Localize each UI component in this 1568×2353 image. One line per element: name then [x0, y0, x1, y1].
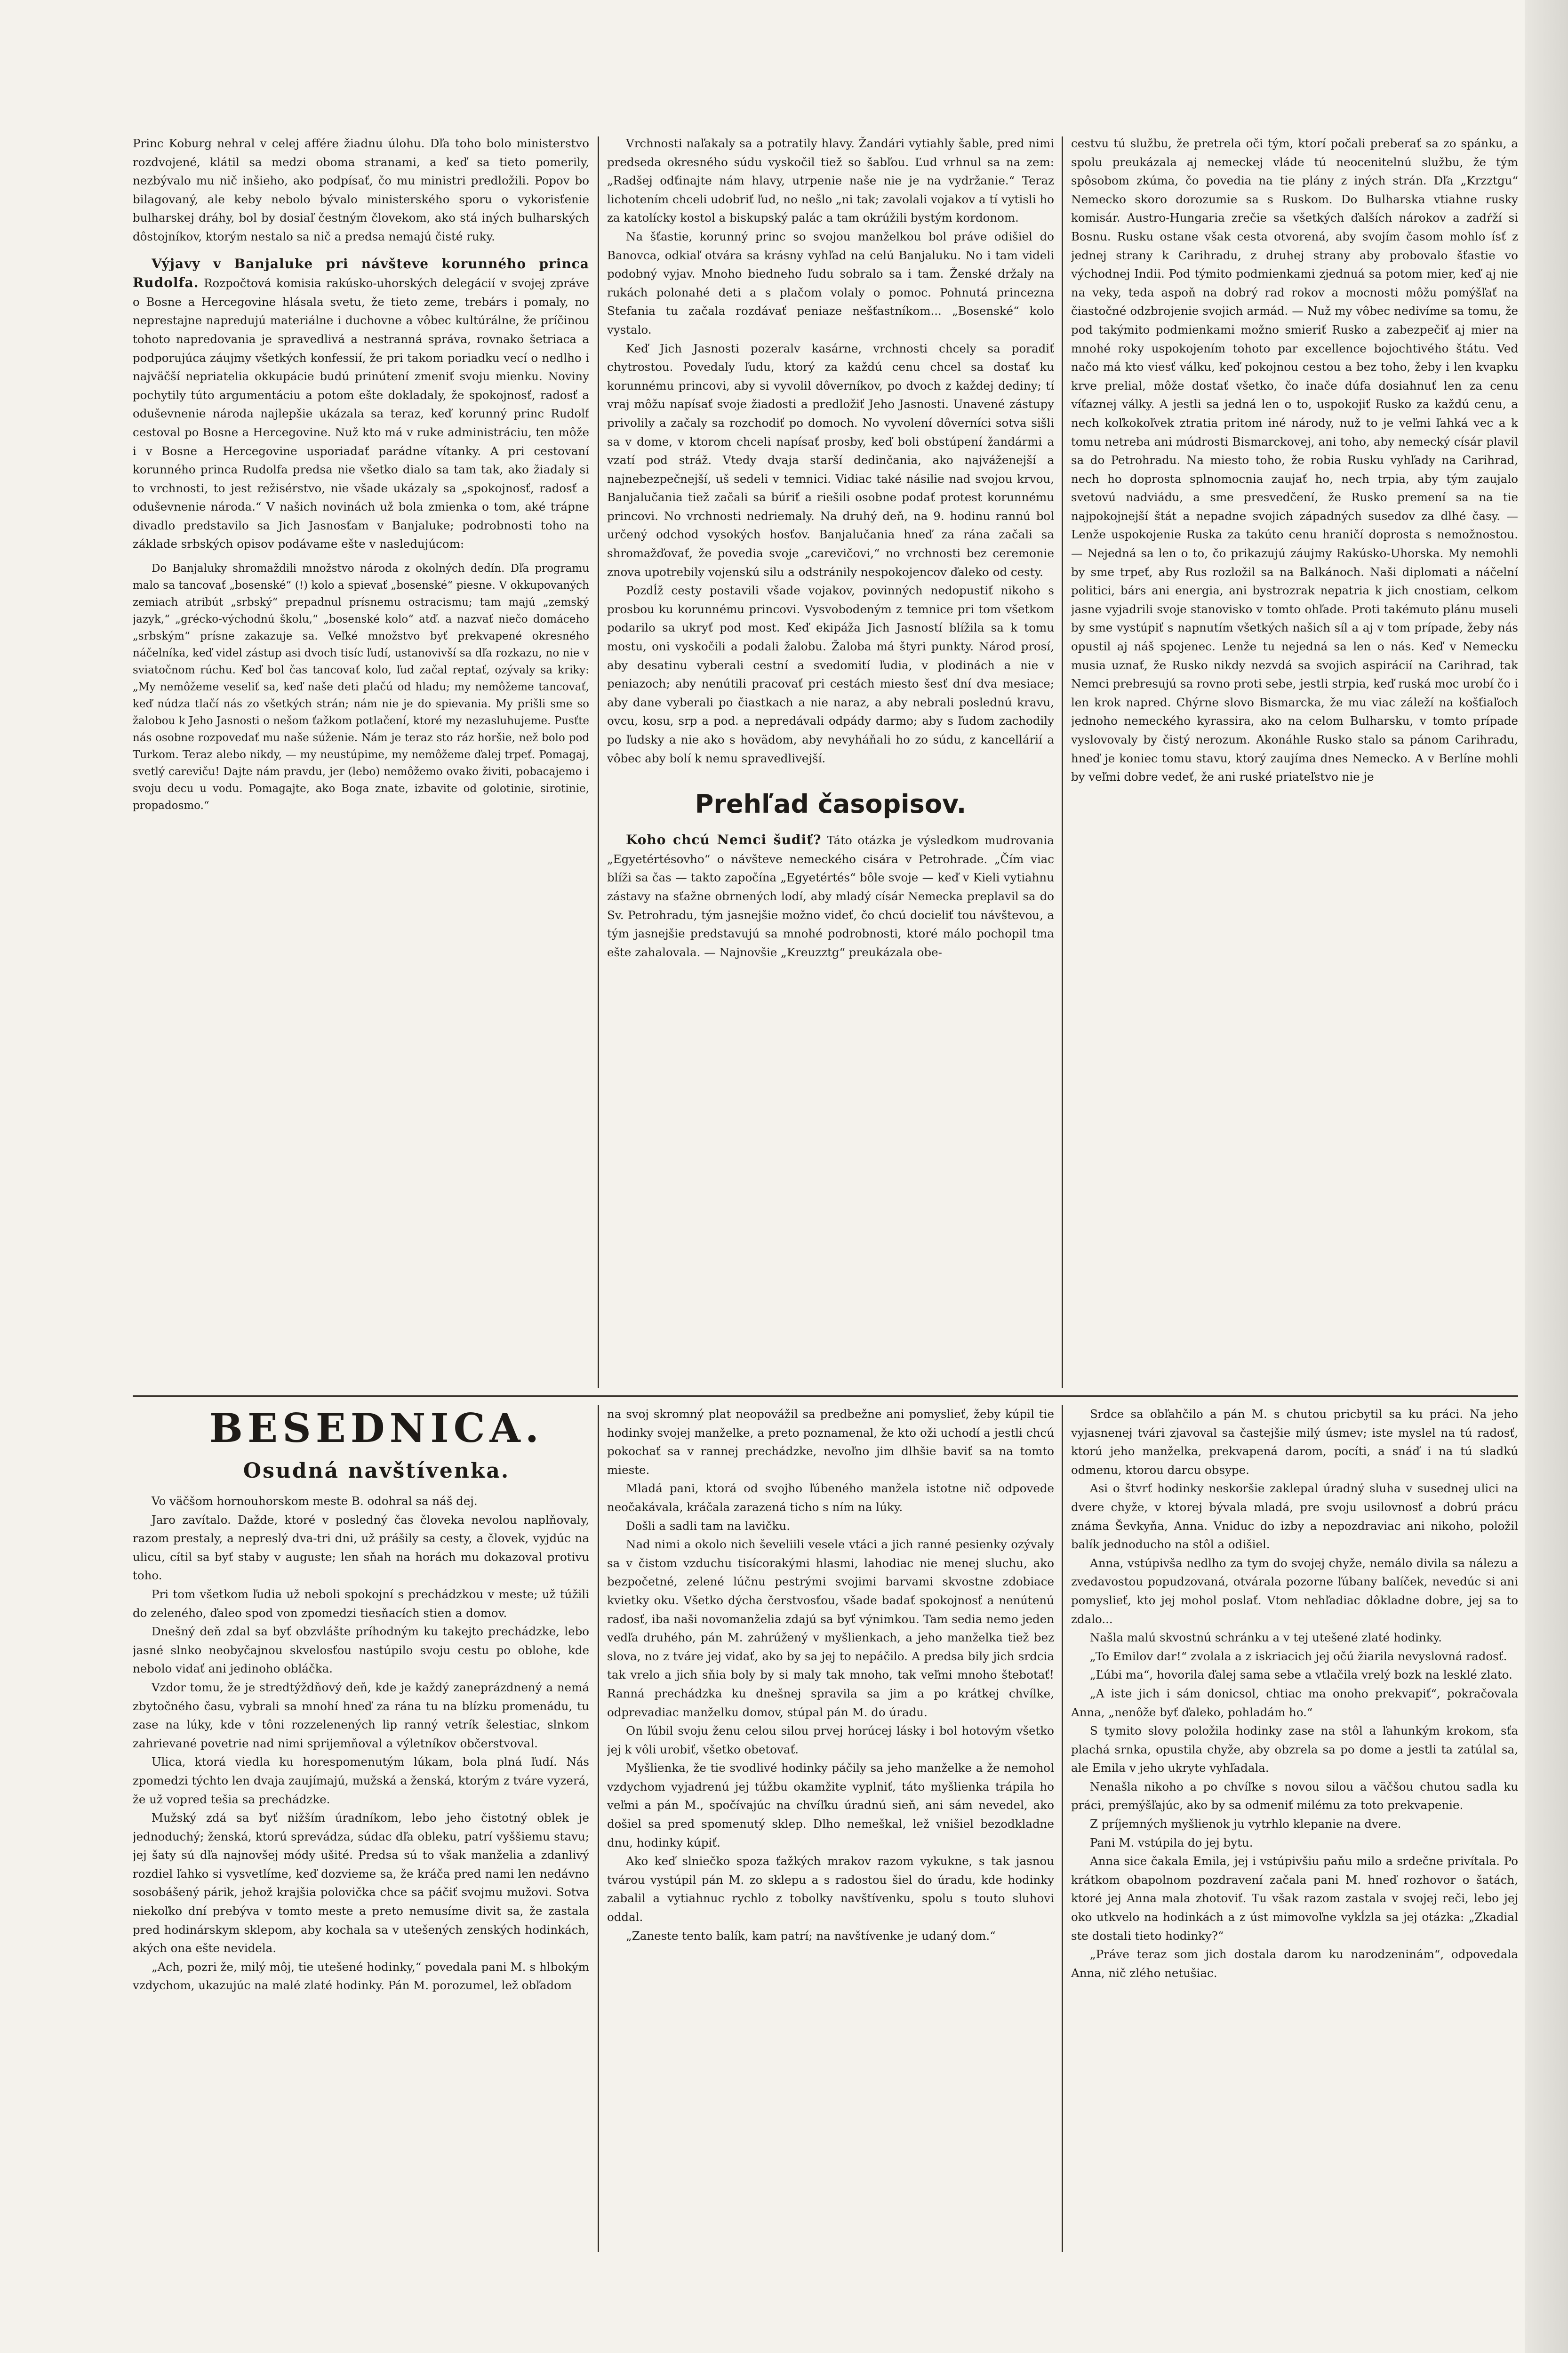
- story-paragraph: Našla malú skvostnú schránku a v tej utešené zlaté hodinky.: [1090, 1631, 1442, 1645]
- article-text: Táto otázka je výsledkom mudrovania „Egyetértésovho“ o návšteve nemeckého cisára v Petrohrade. „Čím viac blíži sa čas — takto započína „Egyetértés“ bôle svoje — keď v Kieli vytiahnu zástavy na sťažne obrnených lodí, aby mladý císár Nemecka preplavil sa do Sv. Petrohradu, tým jasnejšie možno videť, čo chcú docieliť tou návštevou, a tým jasnejšie predstavujú sa mnohé podrobnosti, ktoré málo pochopil tma ešte zahalovala. — Najnovšie „Kreuzztg“ preukázala obe-: [607, 833, 1054, 959]
- article-paragraph: Keď Jich Jasnosti pozeralv kasárne, vrchnosti chcely sa poradiť chytrostou. Povedaly ľudu, ktorý za každú cenu chcel sa dostať ku korunnému princovi, aby si vyvolil dôverníkov, po dvoch z každej dediny; tí vraj môžu napísať svoje žiadosti a predložiť Jeho Jasnosti. Unavené zástupy privolily a začaly sa rozchodiť po domoch. No vyvolení dôverníci sotva sišli sa v dome, v ktorom chceli napísať prosby, keď boli obstúpení žandármi a vzatí pod stráž. Vtedy dvaja starší dedinčania, ako najváženejší a najnebezpečnejší, uš sedeli v temnici. Vidiac také násilie nad svojou krvou, Banjalučania tiež začali sa búriť a riešili osobne podať protest korunnému princovi. No vrchnosti nedriemaly. Na druhý deň, na 9. hodinu rannú bol určený odchod vysokých hosťov. Banjalučania hneď za rána začali sa shromažďovať, že povedia svoje „carevičovi,“ no vrchnosti bez ceremonie znova upotrebily vojenskú silu a odstránily nespokojencov ďaleko od cesty.: [607, 341, 1054, 579]
- story-paragraph: Anna sice čakala Emila, jej i vstúpivšiu paňu milo a srdečne privítala. Po krátkom obapolnom pozdravení začala pani M. hneď rozhovor o šatách, ktoré jej Anna mala zhotoviť. Tu však razom zastala v svojej reči, lebo jej oko utkvelo na hodinkách a z úst mimovoľne vykĺzla sa jej otázka: „Zkadiaľ ste dostali tieto hodinky?“: [1071, 1854, 1518, 1943]
- story-paragraph: Mužský zdá sa byť nižším úradníkom, lebo jeho čistotný oblek je jednoduchý; ženská, ktorú sprevádza, súdac dľa obleku, patrí vyššiemu stavu; jej šaty sú dľa najnovšej módy ušité. Predsa sú to však manželia a zdanlivý rozdiel ľahko si vysvetlíme, keď dozvieme sa, že kráča pred nami len nedávno sosobášený párik, jehož krajšia polovička chce sa páčiť svojmu mužovi. Sotva niekoľko dní prebýva v tomto meste a preto nemusíme divit sa, že zastala pred hodinárskym sklepom, aby kochala sa v utešených zenských hodinkách, akých ona ešte nevidela.: [133, 1811, 589, 1955]
- story-paragraph: Z príjemných myšlienok ju vytrhlo klepanie na dvere.: [1090, 1817, 1401, 1831]
- story-paragraph: „Ach, pozri že, milý môj, tie utešené hodinky,“ povedala pani M. s hlbokým vzdychom, ukazujúc na malé zlaté hodinky. Pán M. porozumel, lež obľadom: [133, 1960, 589, 1993]
- upper-column-1: [133, 134, 589, 1384]
- story-paragraph: Vzdor tomu, že je stredtýždňový deň, kde je každý zaneprázdnený a nemá zbytočného času, vybrali sa mnohí hneď za rána tu na blízku promenádu, tu zase na lúky, kde v tôni rozzelenených lip ranný vetrík šelestiac, slnkom zahrievané povetrie nad nimi sprijemňoval a výletníkov občerstvoval.: [133, 1680, 589, 1750]
- story-paragraph: On ľúbil svoju ženu celou silou prvej horúcej lásky i bol hotovým všetko jej k vôli urobiť, všetko obetovať.: [607, 1724, 1054, 1756]
- story-paragraph: „To Emilov dar!“ zvolala a z iskriacich jej očú žiarila nevyslovná radosť.: [1090, 1649, 1507, 1663]
- column-rule: [598, 1405, 599, 2252]
- article-paragraph: [607, 831, 1054, 961]
- lower-column-3: [1071, 1405, 1518, 2249]
- article-paragraph: Vrchnosti naľakaly sa a potratily hlavy. Žandári vytiahly šable, pred nimi predseda okresného súdu vyskočil tiež so šabľou. Ľud vrhnul sa na zem: „Radšej odťinajte nám hlavy, utrpenie naše nie je na vydržanie.“ Teraz lichotením chceli udobriť ľud, no nešlo „ni tak; zavolali vojakov a tí vytisli ho za katolícky kostol a biskupský palác a tam okrúžili bystým kordonom.: [607, 136, 1054, 225]
- story-paragraph: Anna, vstúpivša nedlho za tym do svojej chyže, nemálo divila sa nálezu a zvedavostou popudzovaná, otvárala pozorne ľúbany balíček, nevedúc si ani pomyslieť, kto jej mohol poslať. Vtom nehľadiac dôkladne dobre, jej sa to zdalo...: [1071, 1556, 1518, 1626]
- article-paragraph: [133, 255, 589, 554]
- column-rule: [1062, 1405, 1063, 2252]
- article-paragraph: Princ Koburg nehral v celej affére žiadnu úlohu. Dľa toho bolo ministerstvo rozdvojené, klátil sa medzi oboma stranami, a keď sa tieto pomerily, nezbývalo mu nič inšieho, ako podpísať, čo mu ministri predložili. Popov bo bilagovaný, ale keby nebolo bývalo ministerského sporu o vykorisťenie bulharskej dráhy, bol by dosiaľ čestným človekom, ako stá iných bulharských dôstojníkov, ktorým nestalo sa nič a predsa nemajú čisté ruky.: [133, 136, 589, 243]
- story-paragraph: Vo väčšom hornouhorskom meste B. odohral sa náš dej.: [152, 1494, 478, 1508]
- article-paragraph: Na šťastie, korunný princ so svojou manželkou bol práve odišiel do Banovca, odkiaľ otvára sa krásny vyhľad na celú Banjaluku. No i tam videli podobný vyjav. Mnoho biedneho ľudu sobralo sa i tam. Ženské držaly na rukách polonahé deti a s plačom volaly o pomoc. Pohnutá princezna Stefania tu začala rozdávať peniaze nešťastníkom... „Bosenské“ kolo vystalo.: [607, 229, 1054, 336]
- story-paragraph: Mladá pani, ktorá od svojho ľúbeného manžela istotne nič odpovede neočakávala, kráčala zarazená ticho s ním na lúky.: [607, 1481, 1054, 1514]
- article-heading: Výjavy v Banjaluke pri návšteve korunného princa Rudolfa.: [133, 256, 589, 291]
- quote-paragraph: Do Banjaluky shromaždili množstvo národa z okolných dedín. Dľa programu malo sa tancovať „bosenské“ (!) kolo a spievať „bosenské“ piesne. V okkupovaných zemiach atribút „srbský“ prepadnul prísnemu ostracismu; tam majú „zemský jazyk,“ „grécko-východnú školu,“ „bosenské kolo“ atď. a nazvať niečo domáceho „srbským“ prísne zakazuje sa. Veľké množstvo byť prekvapené okresného náčelníka, keď videl zástup asi dvoch tisíc ľudí, ustanovivší sa dľa rozkazu, no nie v sviatočnom rúchu. Keď bol čas tancovať kolo, ľud začal reptať, ozývaly sa kriky: „My nemôžeme veseliť sa, keď naše deti plačú od hladu; my nemôžeme tancovať, keď núdza tlačí nás zo všetkých strán; nám nie je do spievania. My prišli sme so žalobou k Jeho Jasnosti o nešom ťažkom potlačení, ktoré my nezasluhujeme. Pusťte nás osobne rozpovedať mu naše súženie. Nám je teraz sto ráz horšie, než bolo pod Turkom. Teraz alebo nikdy, — my neustúpime, my nemôžeme ďalej trpeť. Pomagaj, svetlý careviču! Dajte nám pravdu, jer (lebo) nemôžemo ovako živiti, pobacajemo i svoju decu u vodu. Pomagajte, ako Boga znate, izbavite od golotinie, sirotinie, propadosmo.“: [133, 562, 589, 812]
- article-paragraph: cestvu tú službu, že pretrela oči tým, ktorí počali preberať sa zo spánku, a spolu preukázala aj nemeckej vláde tú neocenitelnú službu, že tým spôsobom zkúma, čo povedia na tie plány z iných strán. Dľa „Krzztgu“ Nemecko skoro dorozumie sa s Ruskom. Do Bulharska vtiahne rusky komisár. Austro-Hungaria zrečie sa všetkých ďalších nárokov a zadŕží si Bosnu. Rusku ostane však cesta otvorená, aby svojím časom mohlo ísť z jednej strany k Carihradu, z druhej strany aby probovalo šťastie vo východnej Indii. Pod týmito podmienkami zjednuá sa potom mier, keď aj nie na veky, teda aspoň na dobrý rad rokov a mocnosti môžu pomýšľať na čiastočné odzbrojenie svojich armád. — Nuž my vôbec nedivíme sa tomu, že pod takýmito podmienkami možno smieriť Rusko a zabezpečiť aj mier na mnohé roky uspokojením tohoto par excellence bojochtivého štátu. Veď načo má kto viesť válku, keď pokojnou cestou a bez toho, žeby i len kvapku krve prelial, môže dostať všetko, čo inače dúfa dosiahnuť len za cenu víťaznej války. A jestli sa jedná len o to, uspokojiť Rusko za každú cenu, a nech koľkokoľvek ztratia pritom iné národy, nuž to je veľmi ľahká vec a k tomu netreba ani múdrosti Bismarckovej, ani toho, aby nemecký císár plavil sa do Petrohradu. Na miesto toho, že robia Rusku vyhľady na Carihrad, nech ho doprosta splnomocnia zaujať ho, nech trpia, aby tým zaujalo svetovú nadviádu, a sme presvedčení, že Rusko premení sa na tie najpokojnejší štát a nepadne svojich západných susedov za dlhé časy. — Lenže uspokojenie Ruska za takúto cenu hraničí doprosta s nemožnostou. — Nejedná sa len o to, čo prikazujú záujmy Rakúsko-Uhorska. My nemohli by sme trpeť, aby Rus rozložil sa na Balkánoch. Naši diplomati a náčelní politici, bárs ani energia, ani bystrozrak nepatria k jich cnostiam, celkom jasne vyjadrili svoje stanovisko v tomto ohľade. Proti takémuto plánu museli by sme vystúpiť s napnutím všetkých našich síl a aj v tom prípade, žeby nás opustil aj náš spojenec. Lenže tu nejedná sa len o nás. Keď v Nemecku musia uznať, že Rusko nikdy nezvdá sa svojich aspirácií na Carihrad, tak Nemci prebresujú sa rovno proti sebe, jestli strpia, keď ruská moc urobí čo i len krok napred. Chýrne slovo Bismarcka, že mu viac záleží na košťiaľoch jednoho nemeckého kyrassira, ako na celom Bulharsku, v tomto prípade vyslovovaly by čistý nerozum. Akonáhle Rusko stalo sa pánom Carihradu, hneď je koniec tomu stavu, ktorý zaujíma dnes Nemecko. A v Berlíne mohli by veľmi dobre vedeť, že ani ruské priateľstvo nie je: [1071, 136, 1518, 784]
- section-divider: [133, 1395, 1518, 1397]
- story-paragraph: „A iste jich i sám donicsol, chtiac ma onoho prekvapiť“, pokračovala Anna, „nenôže byť ďaleko, pohladám ho.“: [1071, 1686, 1518, 1719]
- upper-column-2: [607, 134, 1054, 1384]
- story-paragraph: Ako keď slniečko spoza ťažkých mrakov razom vykukne, s tak jasnou tvárou vystúpil pán M. zo sklepu a s radostou šiel do úradu, kde hodinky zabalil a vytiahnuc rychlo z tobolky navštívenku, spolu s touto sluhovi oddal.: [607, 1854, 1054, 1924]
- story-paragraph: Nenašla nikoho a po chvíľke s novou silou a väčšou chutou sadla ku práci, premýšľajúc, ako by sa odmeniť milému za toto prekvapenie.: [1071, 1779, 1518, 1812]
- story-paragraph: „Práve teraz som jich dostala darom ku narodzeninám“, odpovedala Anna, nič zlého netušiac.: [1071, 1947, 1518, 1980]
- page-edge: [1525, 0, 1568, 2353]
- column-rule: [598, 136, 599, 1388]
- story-paragraph: Nad nimi a okolo nich ševeliili vesele vtáci a jich ranné pesienky ozývaly sa v čistom vzduchu tisícorakými hlasmi, lahodiac nie menej sluchu, ako bezpočetné, zelené lúčnu pestrými svojimi barvami skvostne zdobiace kvietky oku. Všetko dýcha čerstvosťou, všade badať spokojnosť a nenútenú radosť, iba naši novomanželia zdajú sa byť výnimkou. Tam sedia nemo jeden vedľa druhého, pán M. zahrúžený v myšlienkach, a jeho manželka tiež bez slova, no z tváre jej vidať, ako by sa jej to nepáčilo. A predsa bily jich srdcia tak vrelo a jich sňia boly by si maly tak mnoho, tak veľmi mnoho štebotať! Ranná prechádzka ku dnešnej spravila sa jim a po krátkej chvílke, odprevadiac manželku domov, stúpal pán M. do úradu.: [607, 1537, 1054, 1719]
- story-paragraph: Došli a sadli tam na lavičku.: [626, 1519, 791, 1533]
- lower-column-1: [133, 1492, 589, 2249]
- story-paragraph: Srdce sa obľahčilo a pán M. s chutou pricbytil sa ku práci. Na jeho vyjasnenej tvári zjavoval sa častejšie milý úsmev; iste myslel na tú radosť, ktorú jeho manželka, prekvapená darom, pocíti, a snáď i na tú sladkú odmenu, ktorou darcu obsype.: [1071, 1407, 1518, 1477]
- story-title: Osudná navštívenka.: [243, 1459, 510, 1483]
- story-paragraph: Asi o štvrť hodinky neskoršie zaklepal úradný sluha v susednej ulici na dvere chyže, v ktorej bývala mladá, pre svoju usilovnosť a dobrú prácu známa Ševkyňa, Anna. Vniduc do izby a nepozdraviac ani nikoho, položil balík jednoducho na stôl a odišiel.: [1071, 1481, 1518, 1552]
- story-paragraph: Jaro zavítalo. Dažde, ktoré v posledný čas človeka nevolou naplňovaly, razom prestaly, a nepreslý dva-tri dni, už prášily sa cesty, a človek, vyjdúc na ulicu, cítil sa byť staby v auguste; len sňah na horách mu dokazoval protivu toho.: [133, 1513, 589, 1583]
- section-title: Prehľad časopisov.: [695, 789, 967, 819]
- upper-column-3: [1071, 134, 1518, 1384]
- story-paragraph: Ulica, ktorá viedla ku horespomenutým lúkam, bola plná ľudí. Nás zpomedzi týchto len dvaja zaujímajú, mužská a ženská, ktorým z tváre vyzerá, že už vopred tešia sa prechádzke.: [133, 1755, 589, 1806]
- story-paragraph: „Ľúbi ma“, hovorila ďalej sama sebe a vtlačila vrelý bozk na lesklé zlato.: [1090, 1668, 1512, 1682]
- story-paragraph: Myšlienka, že tie svodlivé hodinky páčily sa jeho manželke a že nemohol vzdychom vyjadrenú jej túžbu okamžite vyplniť, táto myšlienka trápila ho veľmi a pán M., spočívajúc na chvíľku úradnú sieň, ani sám nevedel, ako došiel sa pred spomenutý sklep. Dlho nemeškal, lež vnišiel bezodkladne dnu, hodinky kúpiť.: [607, 1761, 1054, 1849]
- column-rule: [1062, 136, 1063, 1388]
- feuilleton-masthead: BESEDNICA.: [209, 1405, 544, 1451]
- article-text: Rozpočtová komisia rakúsko-uhorských delegácií v svojej zpráve o Bosne a Hercegovine hlásala svetu, že tieto zeme, trebárs i pomaly, no neprestajne napredujú materiálne i duchovne a vôbec kultúrálne, že príčinou tohoto napredovania je spravedlivá a nestranná správa, rovnako šetriaca a podporujúca záujmy všetkých konfessií, že pri takom poriadku vecí o nedlho i najväčší nepriatelia okkupácie budú prinútení zmeniť svoju mienku. Noviny pochytily túto argumentáciu a potom ešte dokladaly, že spokojnosť, radosť a oduševnenie národa najlepšie ukázala sa teraz, keď korunný princ Rudolf cestoval po Bosne a Hercegovine. Nuž kto má v ruke administráciu, ten môže i v Bosne a Hercegovine usporiadať parádne vítanky. A pri cestovaní korunného princa Rudolfa predsa nie všetko dialo sa tam tak, ako žiadaly si to vrchnosti, to jest režisérstvo, nie všade ukázaly sa „spokojnosť, radosť a oduševnenie národa.“ V našich novinách už bola zmienka o tom, aké trápne divadlo predstavilo sa Jich Jasnosťam v Banjaluke; podrobnosti toho na základe srbských opisov podávame ešte v nasledujúcom:: [133, 276, 589, 551]
- story-paragraph: na svoj skromný plat neopovážil sa predbežne ani pomyslieť, žeby kúpil tie hodinky svojej manželke, a preto poznamenal, že kto oži uchodí a jestli chcú pokochať sa v rannej prechádzke, nevoľno jim dlhšie baviť sa na tomto mieste.: [607, 1407, 1054, 1477]
- press-heading: Koho chcú Nemci šudiť?: [626, 832, 822, 848]
- story-paragraph: Pani M. vstúpila do jej bytu.: [1090, 1835, 1253, 1849]
- lower-column-2: [607, 1405, 1054, 2249]
- story-paragraph: „Zaneste tento balík, kam patrí; na navštívenke je udaný dom.“: [626, 1929, 996, 1943]
- story-paragraph: Pri tom všetkom ľudia už neboli spokojní s prechádzkou v meste; už túžili do zeleného, ďaleo spod von zpomedzi tiesňacích stien a domov.: [133, 1587, 589, 1620]
- story-paragraph: Dnešný deň zdal sa byť obzvlášte príhodným ku takejto prechádzke, lebo jasné slnko neobyčajnou skvelosťou nastúpilo svoju cestu po oblohe, kde nebolo vidať ani jedinoho obláčka.: [133, 1625, 589, 1676]
- article-paragraph: Pozdĺž cesty postavili všade vojakov, povinných nedopustiť nikoho s prosbou ku korunnému princovi. Vysvobodeným z temnice pri tom všetkom podarilo sa ukryť pod most. Keď ekipáža Jich Jasností blížila sa k tomu mostu, oni vyskočili a podali žalobu. Žaloba má štyri punkty. Národ prosí, aby desatinu vyberali cestní a svedomití ľudia, v plodinách a nie v peniazoch; aby nenútili pracovať pri cestách miesto šesť dní dva mesiace; aby dane vyberali po čiastkach a nie naraz, a aby nebrali poslednú kravu, ovcu, kosu, srp a pod. a nepredávali odpády darmo; aby s ľudom zachodily po ľudsky a nie ako s hovädom, aby nevyháňali ho zo súdu, z kancellárií a vôbec aby bolí k nemu spravedlivejší.: [607, 584, 1054, 765]
- story-paragraph: S tymito slovy položila hodinky zase na stôl a ľahunkým krokom, sťa plachá srnka, opustila chyže, aby obzrela sa po dome a jestli ta zatúlal sa, ale Emila v jeho ukryte vyhľadala.: [1071, 1724, 1518, 1775]
